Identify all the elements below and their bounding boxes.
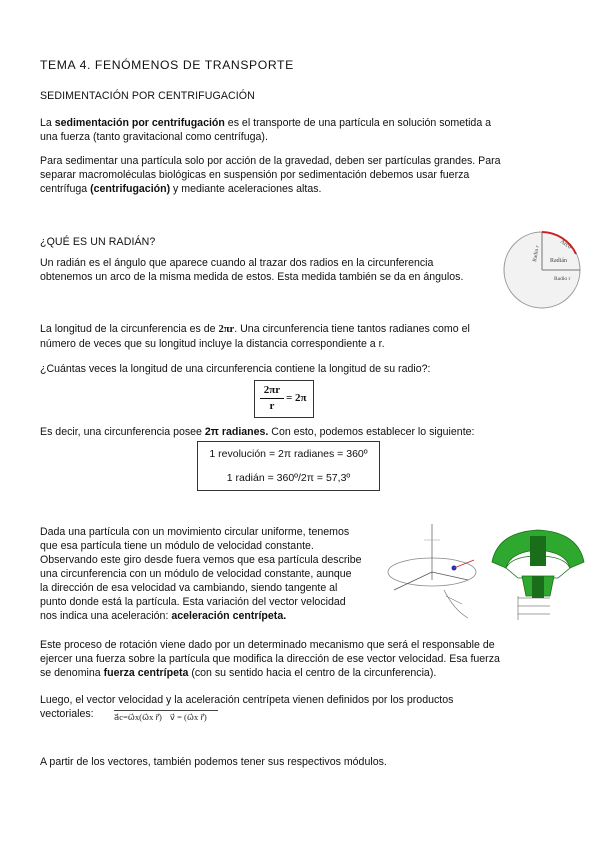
- text: Para sedimentar una partícula solo por acción de la gravedad, deben ser partículas grandes. Para: [40, 155, 501, 167]
- formula-denominator: r: [269, 400, 275, 412]
- text: vectoriales:: [40, 708, 94, 720]
- paragraph-modules: A partir de los vectores, también podemos tener sus respectivos módulos.: [40, 756, 387, 768]
- velocity-formula: v⃗ = (ω⃗x r⃗): [169, 712, 207, 722]
- text: y mediante aceleraciones altas.: [170, 183, 322, 195]
- paragraph-centripetal-force: [40, 638, 500, 680]
- bold-term: (centrifugación): [90, 183, 171, 195]
- section-heading-sedimentation: SEDIMENTACIÓN POR CENTRIFUGACIÓN: [40, 90, 255, 102]
- section-heading-radian: ¿QUÉ ES UN RADIÁN?: [40, 236, 156, 248]
- text: Con esto, podemos establecer lo siguiente:: [268, 426, 475, 438]
- formula-inline: 2πr: [218, 324, 235, 335]
- text: La: [40, 117, 55, 129]
- axis-line: [394, 572, 432, 590]
- arc-label: Arco: [558, 238, 573, 251]
- text: obtenemos un arco de la misma medida de estos. Esta medida también se da en ángulos.: [40, 271, 464, 283]
- paragraph-radian-def: [40, 256, 463, 284]
- bold-term: 2π radianes.: [204, 426, 269, 438]
- bold-term: aceleración centrípeta.: [171, 610, 287, 622]
- text: La longitud de la circunferencia es de: [40, 323, 219, 335]
- text: centrífuga: [40, 183, 91, 195]
- text: que esa partícula tiene un módulo de velocidad constante.: [40, 540, 314, 552]
- text: (con su sentido hacia el centro de la circunferencia).: [188, 667, 437, 679]
- paragraph-sedimentation-def: [40, 116, 491, 144]
- paragraph-circumference: [40, 322, 470, 351]
- radius-label-2: Radio r: [554, 276, 571, 282]
- text: nos indica una aceleración:: [40, 610, 172, 622]
- sample-tube: [532, 576, 544, 598]
- circular-motion-diagram: [384, 520, 484, 624]
- text: Dada una partícula con un movimiento circular uniforme, tenemos: [40, 526, 350, 538]
- rotor-spindle: [530, 536, 546, 566]
- paragraph-2pi-radians: [40, 425, 474, 439]
- velocity-vector: [454, 560, 474, 568]
- text: la dirección de esa velocidad va cambiando, siendo tangente al: [40, 582, 338, 594]
- bold-term: sedimentación por centrifugación: [54, 117, 225, 129]
- formula-result: = 2π: [286, 392, 307, 404]
- text: una circunferencia con un módulo de velocidad constante, aunque: [40, 568, 352, 580]
- angle-label: Radián: [550, 258, 567, 264]
- fraction-bar: [260, 398, 284, 399]
- equation-box: [197, 441, 380, 491]
- centripetal-accel-formula: a⃗c=ω⃗x(ω⃗x r⃗): [114, 712, 162, 722]
- path-curve: [444, 590, 468, 618]
- text: una fuerza (tanto gravitacional como centrífuga).: [40, 131, 268, 143]
- paragraph-vector-products: [40, 693, 453, 721]
- tangent-line: [446, 596, 462, 604]
- text: es el transporte de una partícula en solución sometida a: [224, 117, 492, 129]
- radius-vector: [432, 572, 468, 580]
- paragraph-gravity: [40, 154, 501, 196]
- text: ejercer una fuerza sobre la partícula que modifica la dirección de ese vector velocidad. Esa fuerza: [40, 653, 500, 665]
- vector-formula-group: [114, 710, 218, 723]
- text: Luego, el vector velocidad y la aceleración centrípeta vienen definidos por los productos: [40, 694, 454, 706]
- question-text: ¿Cuántas veces la longitud de una circunferencia contiene la longitud de su radio?:: [40, 363, 431, 375]
- text: Observando este giro desde fuera vemos que esa partícula describe: [40, 554, 362, 566]
- text: Un radián es el ángulo que aparece cuando al trazar dos radios en la circunferencia: [40, 257, 434, 269]
- bold-term: fuerza centrípeta: [103, 667, 189, 679]
- centrifuge-rotor-diagram: [488, 516, 588, 624]
- text: Es decir, una circunferencia posee: [40, 426, 205, 438]
- paragraph-circular-motion: [40, 525, 380, 623]
- page-title: TEMA 4. FENÓMENOS DE TRANSPORTE: [40, 58, 294, 72]
- radian-diagram: [500, 230, 586, 310]
- formula-box: [254, 380, 314, 418]
- equation-revolution: 1 revolución = 2π radianes = 360º: [209, 448, 368, 460]
- text: número de veces que su longitud incluye la distancia correspondiente a r.: [40, 338, 385, 350]
- text: separar macromoléculas biológicas en suspensión por sedimentación debemos usar fuerza: [40, 169, 470, 181]
- text: punto donde está la partícula. Esta variación del vector velocidad: [40, 596, 346, 608]
- text: . Una circunferencia tiene tantos radianes como el: [234, 323, 470, 335]
- equation-radian: 1 radián = 360º/2π = 57,3º: [226, 472, 351, 484]
- radius-label-1: Radio r: [532, 245, 541, 263]
- text: Este proceso de rotación viene dado por un determinado mecanismo que será el responsable de: [40, 639, 495, 651]
- formula-numerator: 2πr: [263, 384, 281, 396]
- text: se denomina: [40, 667, 104, 679]
